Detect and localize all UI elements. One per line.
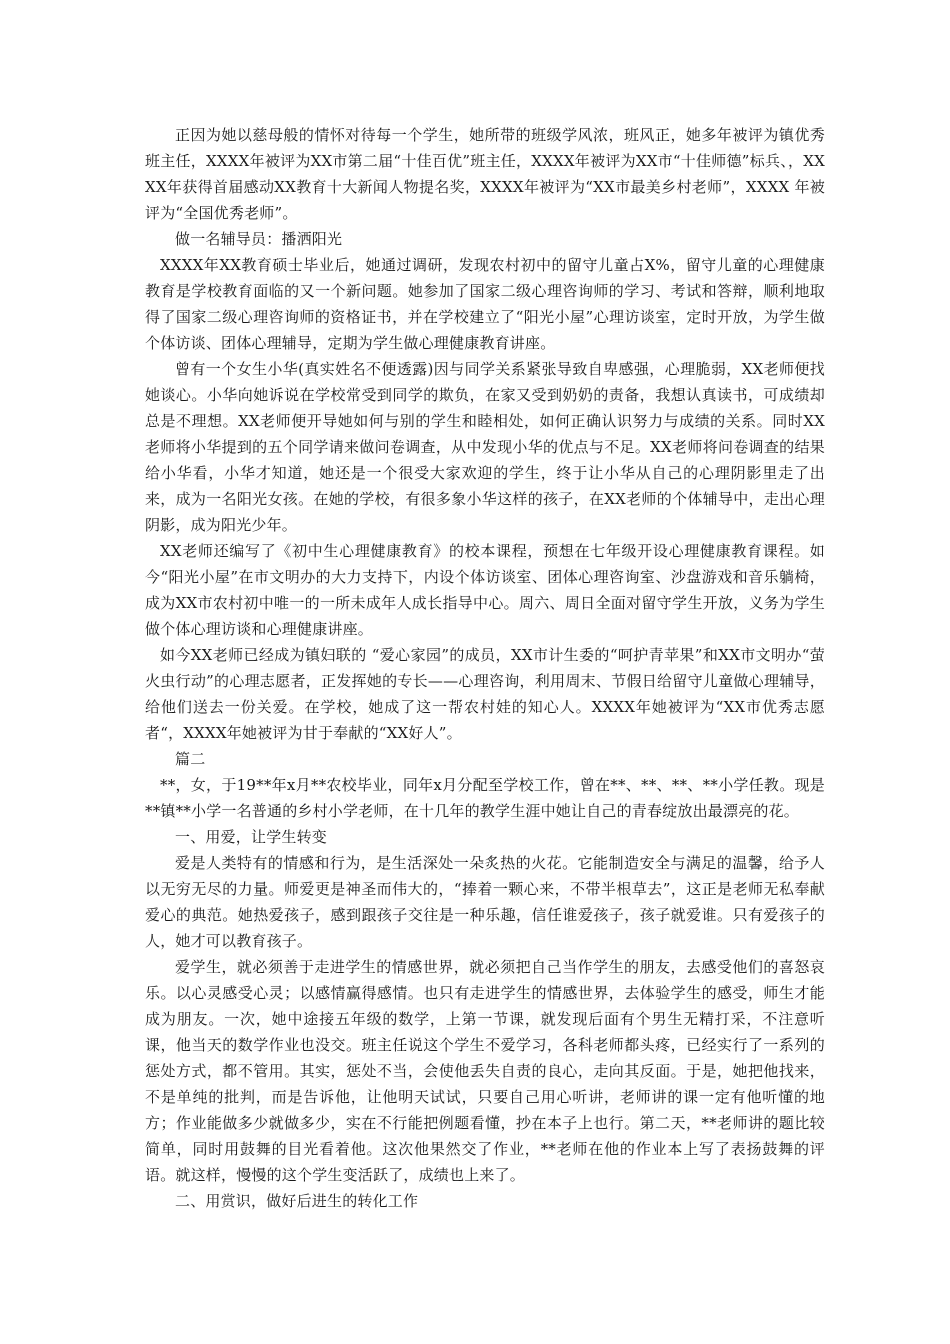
paragraph-volunteer: 如今XX老师已经成为镇妇联的 “爱心家园”的成员，XX市计生委的“呵护青苹果”和XX市文明办“萤火虫行动”的心理志愿者，正发挥她的专长——心理咨询，利用周末、节假日给留守儿童做心理辅导，给他们送去一份关爱。在学校，她成了这一帮农村娃的知心人。XXXX年她被评为“XX市优秀志愿者“，XXXX年她被评为甘于奉献的“XX好人”。 — [145, 646, 825, 742]
section-heading-love: 一、用爱，让学生转变 — [175, 828, 328, 846]
section-heading-appreciation: 二、用赏识，做好后进生的转化工作 — [175, 1192, 419, 1210]
paragraph-love-definition: 爱是人类特有的情感和行为，是生活深处一朵炙热的火花。它能制造安全与满足的温馨，给予人以无穷无尽的力量。师爱更是神圣而伟大的，“捧着一颗心来，不带半根草去”，这正是老师无私奉献爱心的典范。她热爱孩子，感到跟孩子交往是一种乐趣，信任谁爱孩子，孩子就爱谁。只有爱孩子的人，她才可以教育孩子。 — [145, 854, 825, 950]
paragraph-xiaohua-story: 曾有一个女生小华(真实姓名不便透露)因与同学关系紧张导致自卑感强，心理脆弱，XX老师便找她谈心。小华向她诉说在学校常受到同学的欺负，在家又受到奶奶的责备，我想认真读书，可成绩却总是不理想。XX老师便开导她如何与别的学生和睦相处，如何正确认识努力与成绩的关系。同时XX老师将小华提到的五个同学请来做问卷调查，从中发现小华的优点与不足。XX老师将问卷调查的结果给小华看，小华才知道，她还是一个很受大家欢迎的学生，终于让小华从自己的心理阴影里走了出来，成为一名阳光女孩。在她的学校，有很多象小华这样的孩子，在XX老师的个体辅导中，走出心理阴影，成为阳光少年。 — [145, 360, 825, 534]
section-heading-counselor: 做一名辅导员：播洒阳光 — [175, 230, 343, 248]
paragraph-bio: **，女，于19**年x月**农校毕业，同年x月分配至学校工作，曾在**、**、**、**小学任教。现是**镇**小学一名普通的乡村小学老师，在十几年的教学生涯中她让自己的青春绽放出最漂亮的花。 — [145, 776, 825, 820]
paragraph-honors: 正因为她以慈母般的情怀对待每一个学生，她所带的班级学风浓，班风正，她多年被评为镇优秀班主任，XXXX年被评为XX市第二届“十佳百优”班主任，XXXX年被评为XX市“十佳师德”标兵、，XXXX年获得首届感动XX教育十大新闻人物提名奖，XXXX年被评为“XX市最美乡村老师”，XXXX 年被评为“全国优秀老师”。 — [145, 126, 825, 222]
paragraph-love-students: 爱学生，就必须善于走进学生的情感世界，就必须把自己当作学生的朋友，去感受他们的喜怒哀乐。以心灵感受心灵；以感情赢得感情。也只有走进学生的情感世界，去体验学生的感受，师生才能成为朋友。一次，她中途接五年级的数学，上第一节课，就发现后面有个男生无精打采，不注意听课，他当天的数学作业也没交。班主任说这个学生不爱学习，各科老师都头疼，已经实行了一系列的惩处方式，都不管用。其实，惩处不当，会使他丢失自责的良心，走向其反面。于是，她把他找来，不是单纯的批判，而是告诉他，让他明天试试，只要自己用心听讲，老师讲的课一定有他听懂的地方；作业能做多少就做多少，实在不行能把例题看懂，抄在本子上也行。第二天，**老师讲的题比较简单，同时用鼓舞的目光看着他。这次他果然交了作业，**老师在他的作业本上写了表扬鼓舞的评语。就这样，慢慢的这个学生变活跃了，成绩也上来了。 — [145, 958, 825, 1184]
paragraph-curriculum: XX老师还编写了《初中生心理健康教育》的校本课程，预想在七年级开设心理健康教育课程。如今“阳光小屋”在市文明办的大力支持下，内设个体访谈室、团体心理咨询室、沙盘游戏和音乐躺椅，成为XX市农村初中唯一的一所未成年人成长指导中心。周六、周日全面对留守学生开放，义务为学生做个体心理访谈和心理健康讲座。 — [145, 542, 825, 638]
section-heading-part-two: 篇二 — [175, 750, 206, 768]
paragraph-counselor-intro: XXXX年XX教育硕士毕业后，她通过调研，发现农村初中的留守儿童占X%，留守儿童的心理健康教育是学校教育面临的又一个新问题。她参加了国家二级心理咨询师的学习、考试和答辩，顺利地取得了国家二级心理咨询师的资格证书，并在学校建立了“阳光小屋”心理访谈室，定时开放，为学生做个体访谈、团体心理辅导，定期为学生做心理健康教育讲座。 — [145, 256, 825, 352]
document-body — [145, 122, 825, 1214]
